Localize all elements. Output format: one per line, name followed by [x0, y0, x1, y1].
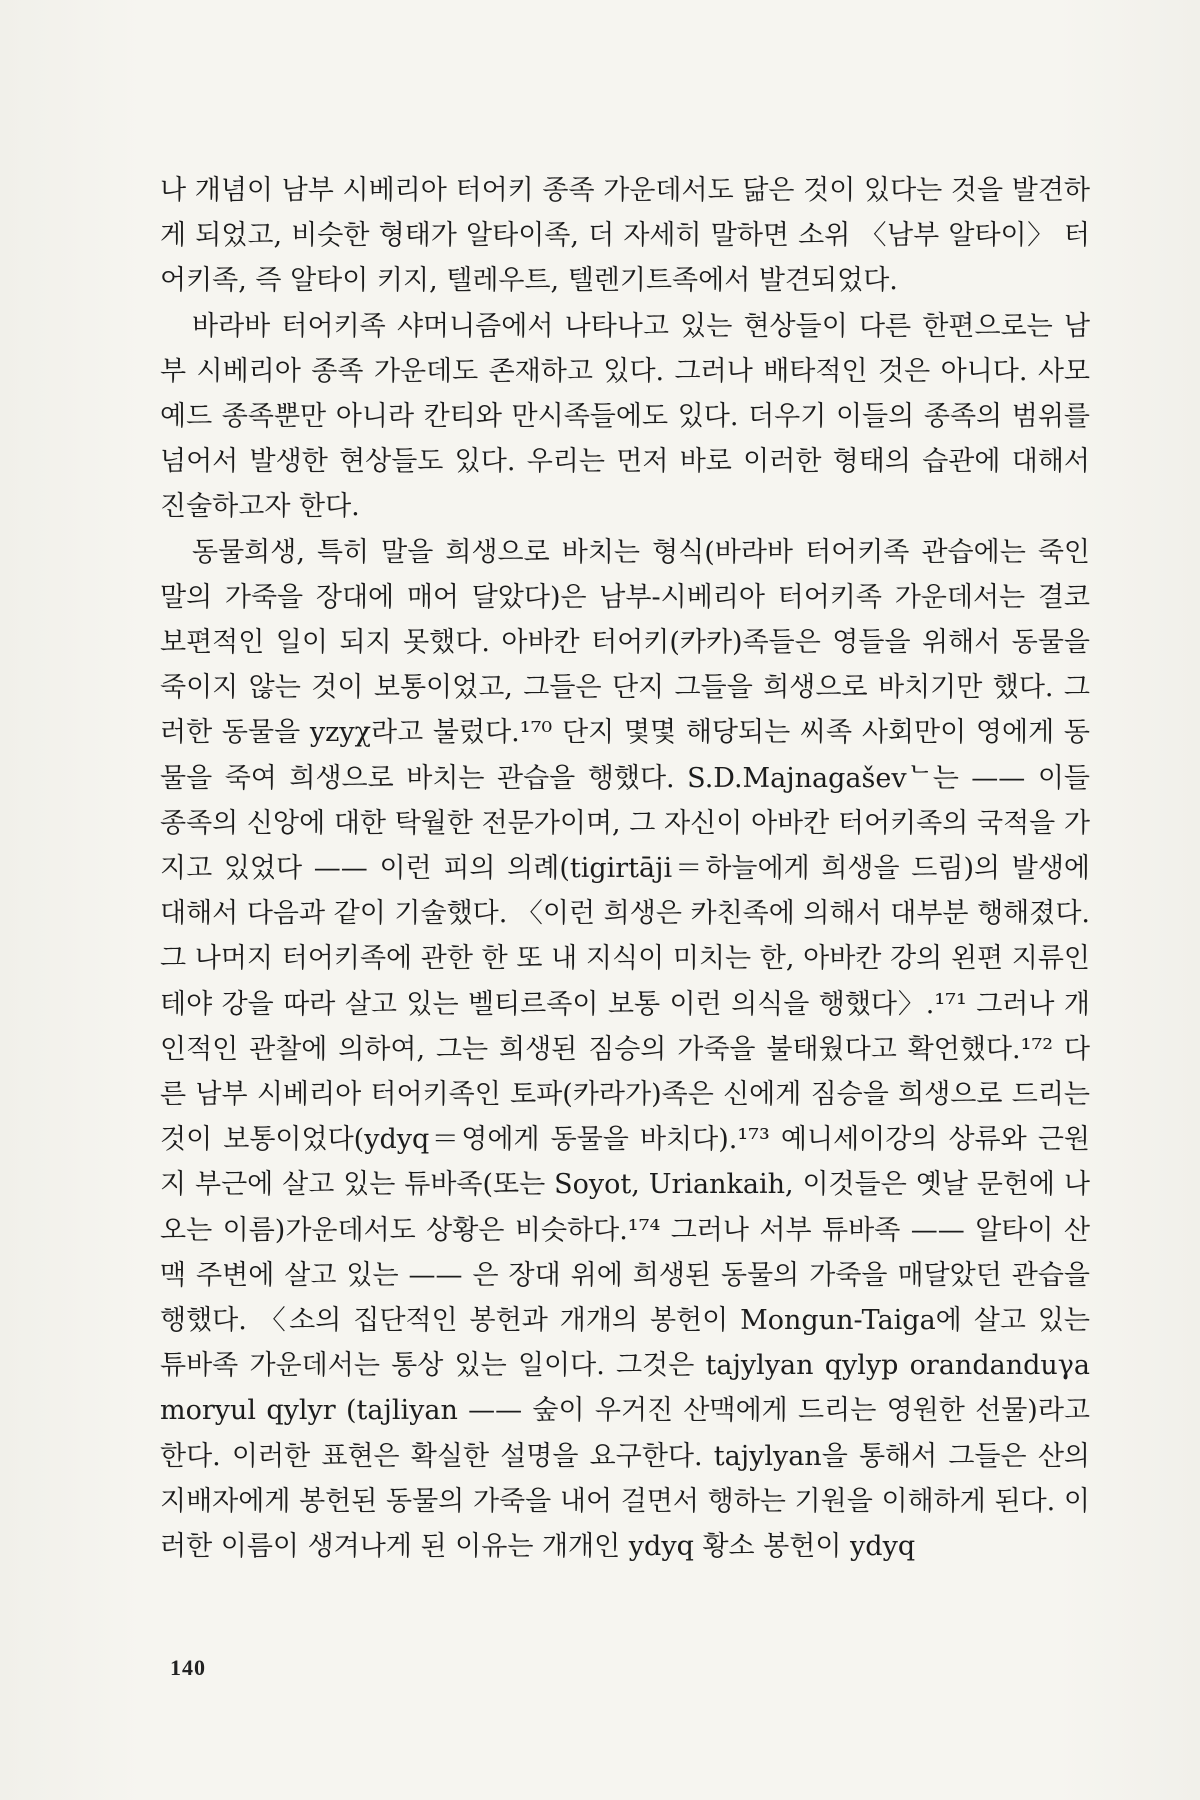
paragraph-1: 나 개념이 남부 시베리아 터어키 종족 가운데서도 닮은 것이 있다는 것을 발견하게 되었고, 비슷한 형태가 알타이족, 더 자세히 말하면 소위 〈남부 알타이〉 터어키족, 즉 알타이 키지, 텔레우트, 텔렌기트족에서 발견되었다. — [160, 175, 1090, 297]
body-text — [160, 168, 1090, 1569]
paragraph-2: 바라바 터어키족 샤머니즘에서 나타나고 있는 현상들이 다른 한편으로는 남부 시베리아 종족 가운데도 존재하고 있다. 그러나 배타적인 것은 아니다. 사모예드 종족뿐만 아니라 칸티와 만시족들에도 있다. 더우기 이들의 종족의 범위를 넘어서 발생한 현상들도 있다. 우리는 먼저 바로 이러한 형태의 습관에 대해서 진술하고자 한다. — [160, 310, 1090, 523]
page-number: 140 — [170, 1655, 206, 1680]
paragraph-3: 동물희생, 특히 말을 희생으로 바치는 형식(바라바 터어키족 관습에는 죽인 말의 가죽을 장대에 매어 달았다)은 남부-시베리아 터어키족 가운데서는 결코 보편적인 일이 되지 못했다. 아바칸 터어키(카카)족들은 영들을 위해서 동물을 죽이지 않는 것이 보통이었고, 그들은 단지 그들을 희생으로 바치기만 했다. 그러한 동물을 yzyχ라고 불렀다.¹⁷⁰ 단지 몇몇 해당되는 씨족 사회만이 영에게 동물을 죽여 희생으로 바치는 관습을 행했다. S.D.Majnagaševᄂ는 —— 이들 종족의 신앙에 대한 탁월한 전문가이며, 그 자신이 아바칸 터어키족의 국적을 가지고 있었다 —— 이런 피의 의례(tigirtāji＝하늘에게 희생을 드림)의 발생에 대해서 다음과 같이 기술했다. 〈이런 희생은 카친족에 의해서 대부분 행해졌다. 그 나머지 터어키족에 관한 한 또 내 지식이 미치는 한, 아바칸 강의 왼편 지류인 테야 강을 따라 살고 있는 벨티르족이 보통 이런 의식을 행했다〉.¹⁷¹ 그러나 개인적인 관찰에 의하여, 그는 희생된 짐승의 가죽을 불태웠다고 확언했다.¹⁷² 다른 남부 시베리아 터어키족인 토파(카라가)족은 신에게 짐승을 희생으로 드리는 것이 보통이었다(ydyq＝영에게 동물을 바치다).¹⁷³ 예니세이강의 상류와 근원지 부근에 살고 있는 튜바족(또는 Soyot, Uriankaih, 이것들은 옛날 문헌에 나오는 이름)가운데서도 상황은 비슷하다.¹⁷⁴ 그러나 서부 튜바족 —— 알타이 산맥 주변에 살고 있는 —— 은 장대 위에 희생된 동물의 가죽을 매달았던 관습을 행했다. 〈소의 집단적인 봉헌과 개개의 봉헌이 Mongun-Taiga에 살고 있는 튜바족 가운데서는 통상 있는 일이다. 그것은 tajylyan qylyp orandanduγa moryul qylyr (tajliyan —— 숲이 우거진 산맥에게 드리는 영원한 선물)라고 한다. 이러한 표현은 확실한 설명을 요구한다. tajylyan을 통해서 그들은 산의 지배자에게 봉헌된 동물의 가죽을 내어 걸면서 행하는 기원을 이해하게 된다. 이러한 이름이 생겨나게 된 이유는 개개인 ydyq 황소 봉헌이 ydyq — [160, 536, 1090, 1563]
